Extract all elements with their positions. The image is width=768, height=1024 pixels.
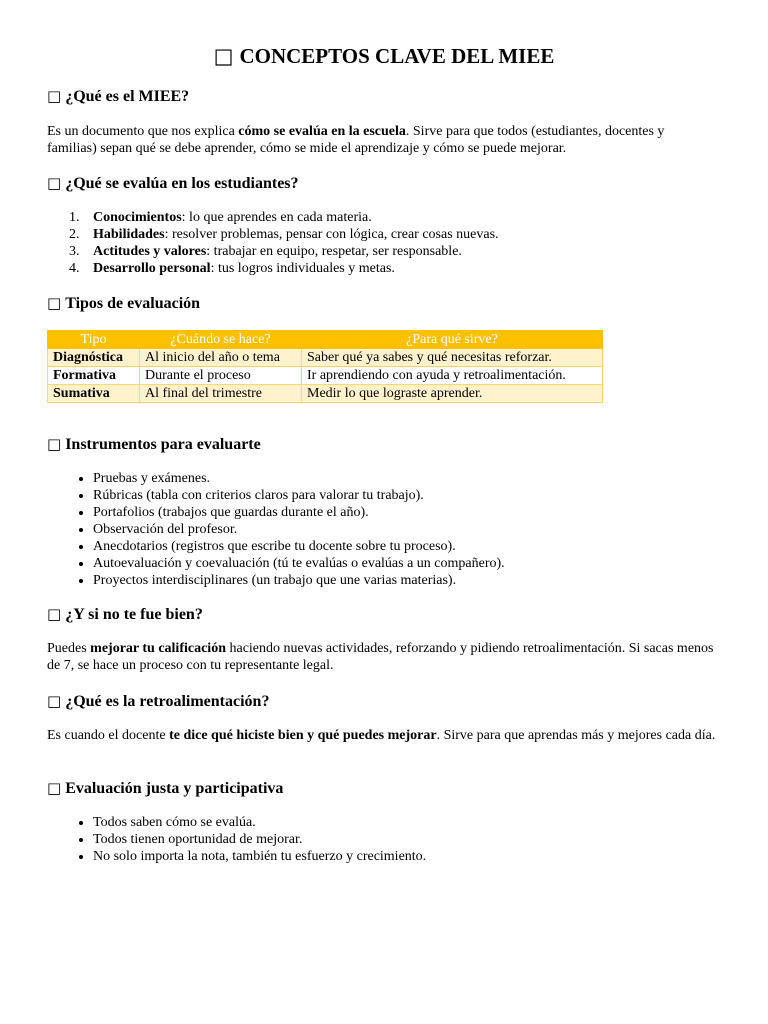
missing-glyph-icon: □	[47, 605, 62, 623]
column-header: ¿Cuándo se hace?	[140, 331, 302, 349]
evaluation-types-table	[47, 330, 603, 403]
table-header-row	[48, 331, 603, 349]
table-row	[48, 385, 603, 403]
table-cell: Al final del trimestre	[140, 385, 302, 403]
list-item: 1. Conocimientos: lo que aprendes en cada materia.	[69, 210, 372, 225]
list-item: • Anecdotarios (registros que escribe tu docente sobre tu proceso).	[93, 538, 505, 555]
heading-evaluacion-justa: □ Evaluación justa y participativa	[47, 779, 284, 797]
table-cell: Saber qué ya sabes y qué necesitas reforzar.	[302, 349, 603, 367]
heading-instrumentos: □ Instrumentos para evaluarte	[47, 435, 261, 453]
list-item: 4. Desarrollo personal: tus logros individuales y metas.	[69, 261, 395, 276]
column-header: Tipo	[48, 331, 140, 349]
evaluated-aspects-list	[47, 209, 499, 277]
table-cell: Formativa	[48, 367, 140, 385]
table-cell: Medir lo que lograste aprender.	[302, 385, 603, 403]
table-row	[48, 367, 603, 385]
list-item: • Portafolios (trabajos que guardas durante el año).	[93, 504, 505, 521]
missing-glyph-icon: □	[47, 435, 62, 453]
missing-glyph-icon: □	[47, 692, 62, 710]
fair-evaluation-list	[47, 814, 426, 865]
missing-glyph-icon: □	[47, 174, 62, 192]
table-cell: Ir aprendiendo con ayuda y retroalimentación.	[302, 367, 603, 385]
heading-retroalimentacion: □ ¿Qué es la retroalimentación?	[47, 692, 270, 710]
table-cell: Durante el proceso	[140, 367, 302, 385]
list-item: • No solo importa la nota, también tu esfuerzo y crecimiento.	[93, 848, 426, 865]
column-header: ¿Para qué sirve?	[302, 331, 603, 349]
list-item: • Autoevaluación y coevaluación (tú te evalúas o evalúas a un compañero).	[93, 555, 505, 572]
heading-y-si-no-te-fue-bien: □ ¿Y si no te fue bien?	[47, 605, 203, 623]
list-item: • Todos tienen oportunidad de mejorar.	[93, 831, 426, 848]
missing-glyph-icon: □	[47, 87, 62, 105]
heading-que-es-miee: □ ¿Qué es el MIEE?	[47, 87, 190, 105]
table-row	[48, 349, 603, 367]
list-item: • Observación del profesor.	[93, 521, 505, 538]
missing-glyph-icon: □	[47, 779, 62, 797]
table-cell: Al inicio del año o tema	[140, 349, 302, 367]
missing-glyph-icon: □	[47, 294, 62, 312]
paragraph-que-es-miee: Es un documento que nos explica cómo se evalúa en la escuela. Sirve para que todos (estudiantes, docentes y familias) sepan qué se debe aprender, cómo se mide el aprendizaje y cómo se puede mejorar.	[47, 124, 665, 156]
instruments-list	[47, 470, 505, 589]
page-title-text: CONCEPTOS CLAVE DEL MIEE	[239, 44, 555, 68]
list-item: 3. Actitudes y valores: trabajar en equipo, respetar, ser responsable.	[69, 244, 462, 259]
list-item: 2. Habilidades: resolver problemas, pensar con lógica, crear cosas nuevas.	[69, 227, 499, 242]
page-title	[0, 44, 768, 69]
table-cell: Diagnóstica	[48, 349, 140, 367]
paragraph-mejorar-calificacion: Puedes mejorar tu calificación haciendo nuevas actividades, reforzando y pidiendo retroalimentación. Si sacas menos de 7, se hace un proceso con tu representante legal.	[47, 641, 714, 673]
table-cell: Sumativa	[48, 385, 140, 403]
list-item: • Todos saben cómo se evalúa.	[93, 814, 426, 831]
missing-glyph-icon: □	[213, 44, 234, 68]
list-item: • Proyectos interdisciplinares (un trabajo que une varias materias).	[93, 572, 505, 589]
list-item: • Pruebas y exámenes.	[93, 470, 505, 487]
list-item: • Rúbricas (tabla con criterios claros para valorar tu trabajo).	[93, 487, 505, 504]
heading-que-se-evalua: □ ¿Qué se evalúa en los estudiantes?	[47, 174, 299, 192]
paragraph-retroalimentacion: Es cuando el docente te dice qué hiciste bien y qué puedes mejorar. Sirve para que aprendas más y mejores cada día.	[47, 728, 716, 743]
heading-tipos-evaluacion: □ Tipos de evaluación	[47, 294, 201, 312]
